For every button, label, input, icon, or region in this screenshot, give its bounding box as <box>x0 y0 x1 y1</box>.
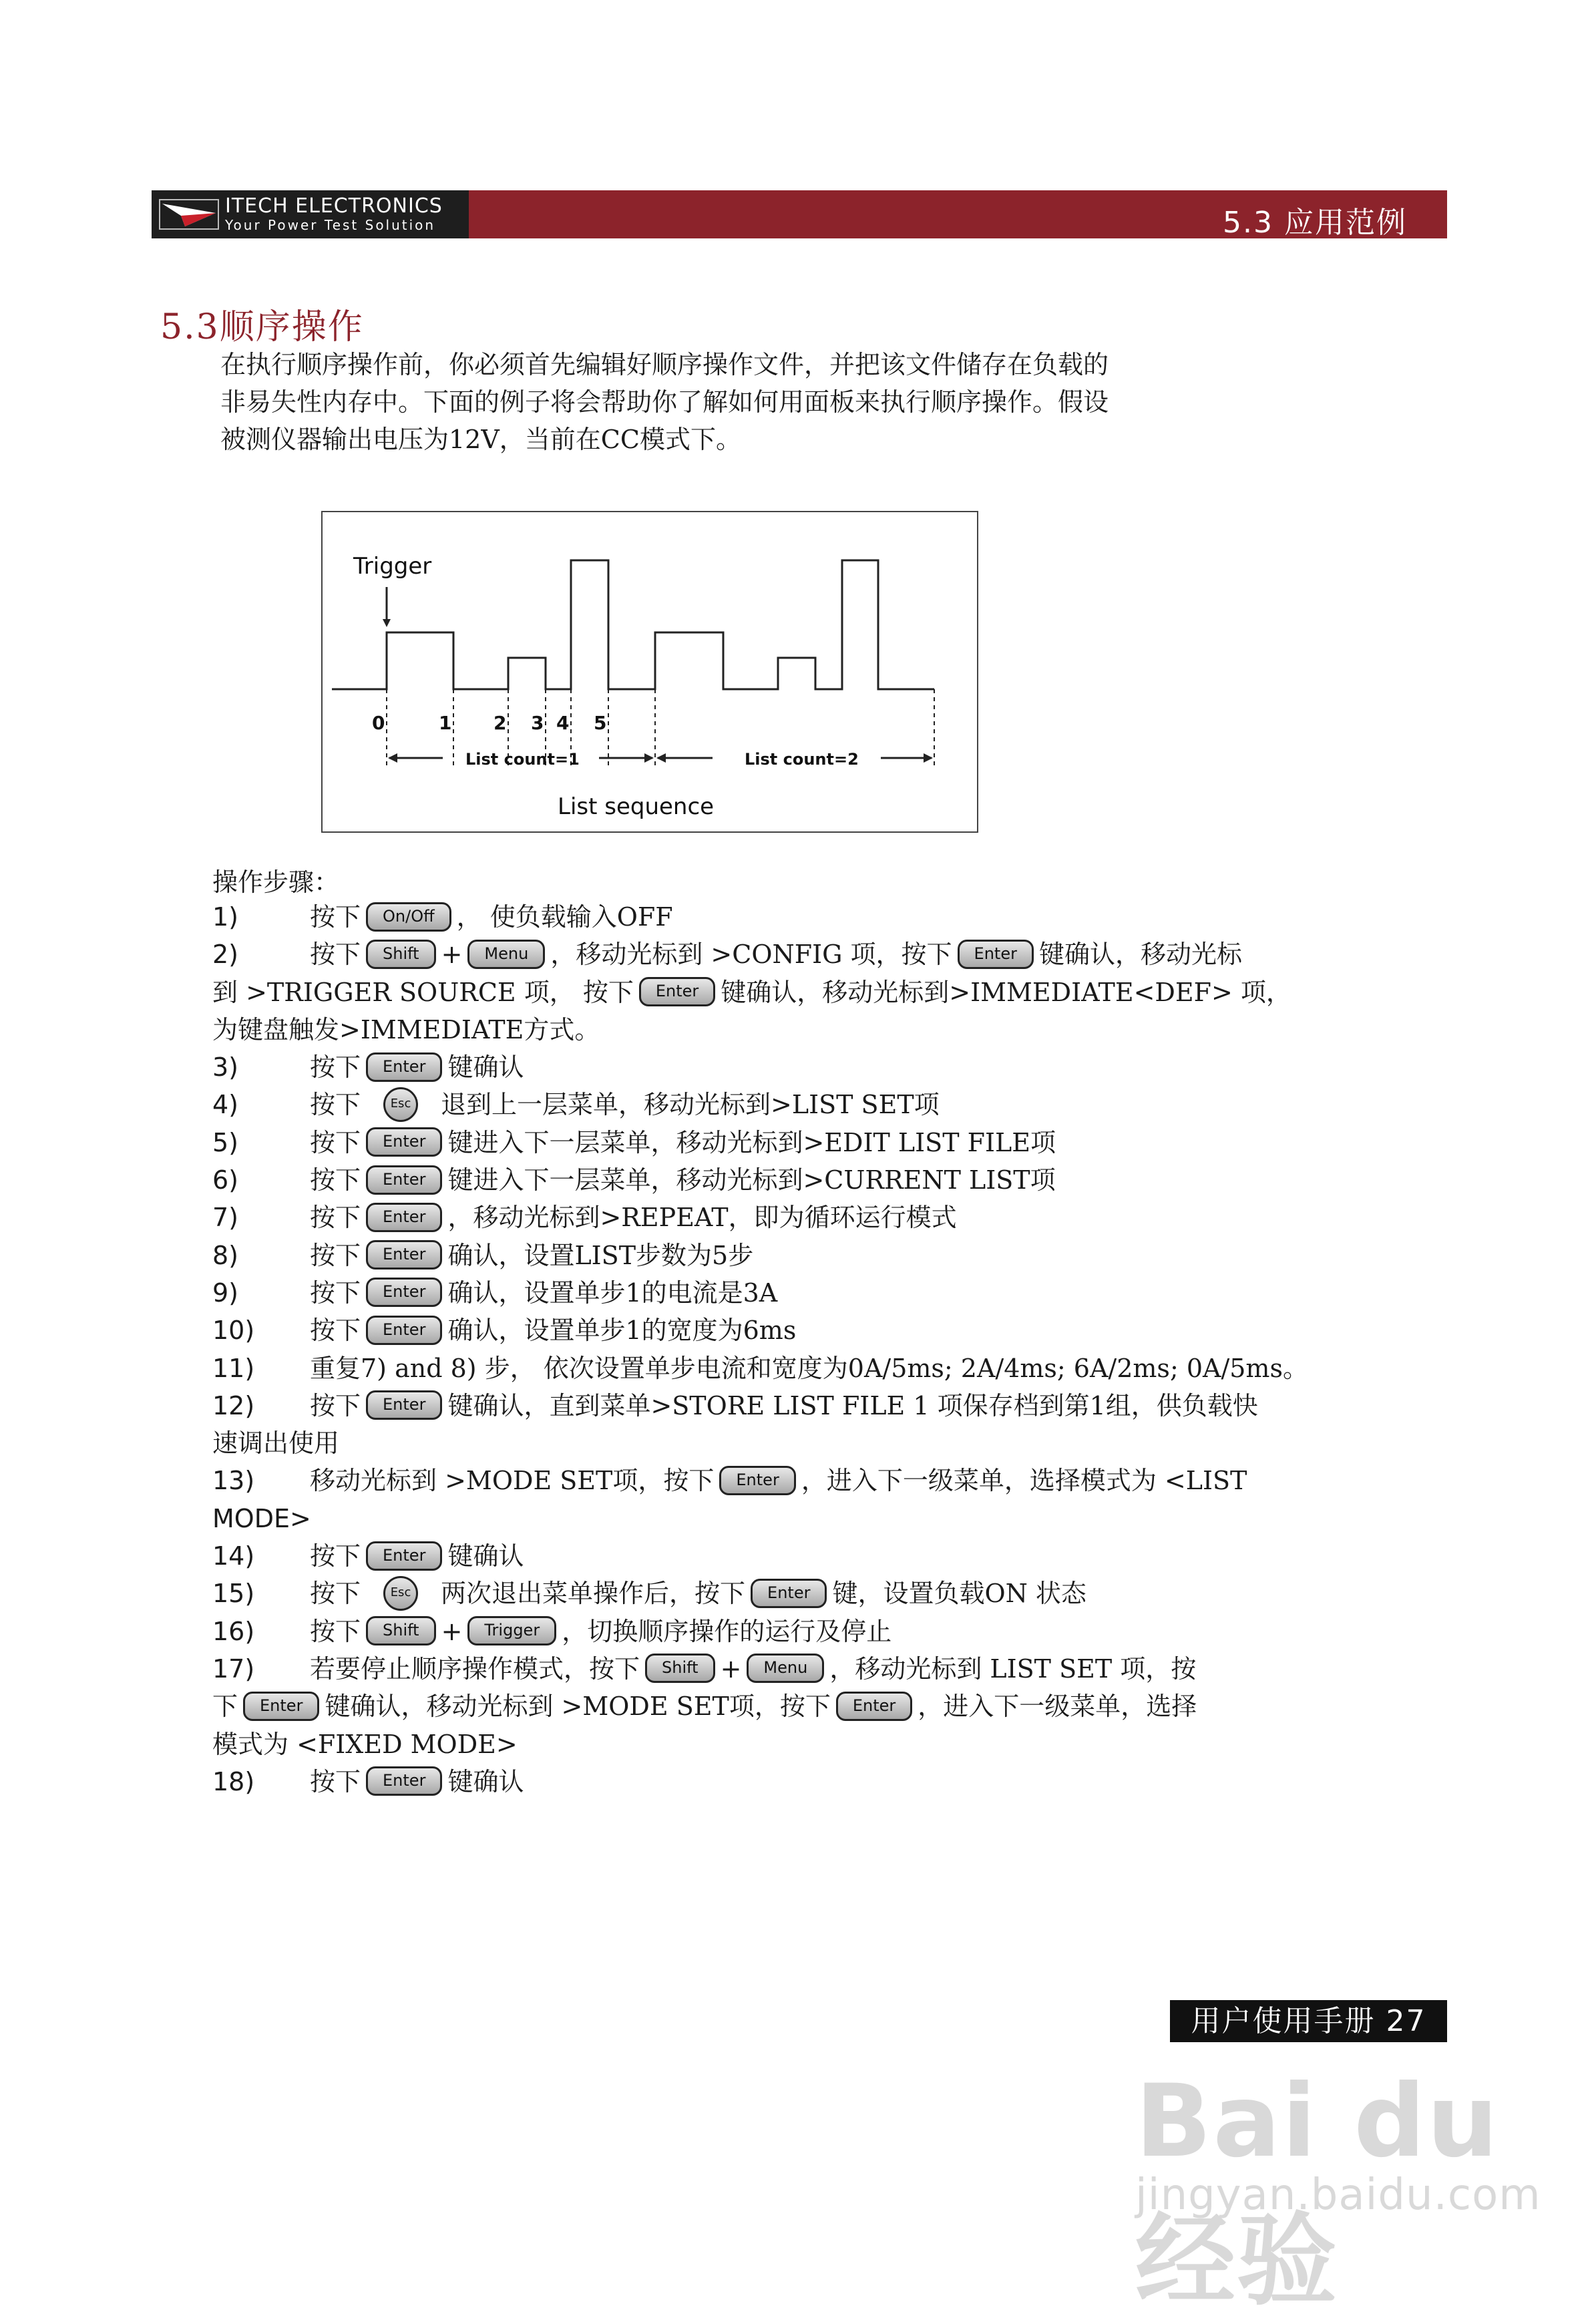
step-row: 13) 移动光标到 >MODE SET项，按下 Enter ，进入下一级菜单，选择模式为 <LIST <box>212 1466 1247 1496</box>
trigger-label: Trigger <box>353 553 432 580</box>
enter-key: Enter <box>366 1390 442 1420</box>
step-row: 11) 重复7) and 8) 步， 依次设置单步电流和宽度为0A/5ms; 2A/4ms; 6A/2ms; 0A/5ms。 <box>212 1353 1308 1383</box>
step-row: 8) 按下 Enter 确认，设置LIST步数为5步 <box>212 1240 754 1270</box>
brand-slogan: Your Power Test Solution <box>225 217 436 233</box>
step-label: 5 <box>594 712 607 734</box>
list-count-1-label: List count=1 <box>465 750 580 769</box>
step-row: 16) 按下 Shift + Trigger ，切换顺序操作的运行及停止 <box>212 1616 892 1646</box>
enter-key: Enter <box>639 977 715 1006</box>
menu-key: Menu <box>747 1654 824 1683</box>
trigger-key: Trigger <box>467 1616 556 1645</box>
step-row-continued: 下 Enter 键确认，移动光标到 >MODE SET项，按下 Enter ，进入下一级菜单，选择 <box>212 1692 1197 1722</box>
enter-key: Enter <box>366 1203 442 1232</box>
enter-key: Enter <box>751 1579 827 1608</box>
step-row-continued: 为键盘触发>IMMEDIATE方式。 <box>212 1014 600 1044</box>
header-section-title: 5.3 应用范例 <box>1223 206 1407 240</box>
step-row: 2) 按下 Shift + Menu ，移动光标到 >CONFIG 项，按下 Enter 键确认，移动光标 <box>212 940 1242 970</box>
baidu-watermark-url: jingyan.baidu.com <box>1135 2170 1541 2220</box>
step-row: 1) 按下 On/Off ， 使负载输入OFF <box>212 902 673 932</box>
enter-key: Enter <box>366 1052 442 1082</box>
list-count-2-label: List count=2 <box>745 750 859 769</box>
list-sequence-figure <box>321 511 978 833</box>
steps-heading: 操作步骤： <box>212 867 340 897</box>
enter-key: Enter <box>366 1240 442 1270</box>
step-row: 4) 按下 Esc 退到上一层菜单，移动光标到>LIST SET项 <box>212 1086 1308 1123</box>
enter-key: Enter <box>366 1316 442 1345</box>
step-row: 15) 按下 Esc 两次退出菜单操作后，按下 Enter 键，设置负载ON 状态 <box>212 1575 1308 1612</box>
section-title: 5.3顺序操作 <box>160 307 364 347</box>
shift-key: Shift <box>645 1654 715 1683</box>
enter-key: Enter <box>366 1766 442 1796</box>
page-header <box>152 190 1447 238</box>
list-sequence-diagram <box>323 512 977 831</box>
itech-emblem-icon <box>158 197 220 232</box>
steps-list <box>212 898 1308 1800</box>
intro-line: 被测仪器输出电压为12V，当前在CC模式下。 <box>220 425 741 454</box>
enter-key: Enter <box>243 1692 319 1721</box>
enter-key: Enter <box>366 1165 442 1195</box>
step-row: 7) 按下 Enter ，移动光标到>REPEAT，即为循环运行模式 <box>212 1203 957 1233</box>
step-label: 3 <box>531 712 544 734</box>
step-row-continued: 到 >TRIGGER SOURCE 项， 按下 Enter 键确认，移动光标到>IMMEDIATE<DEF> 项， <box>212 977 1291 1007</box>
enter-key: Enter <box>719 1466 795 1495</box>
figure-caption: List sequence <box>558 793 715 820</box>
itech-logo <box>152 190 469 238</box>
intro-line: 非易失性内存中。下面的例子将会帮助你了解如何用面板来执行顺序操作。假设 <box>220 387 1109 417</box>
step-row-continued: 速调出使用 <box>212 1428 340 1459</box>
step-row: 12) 按下 Enter 键确认，直到菜单>STORE LIST FILE 1 项保存档到第1组，供负载快 <box>212 1390 1258 1420</box>
enter-key: Enter <box>366 1278 442 1307</box>
onoff-key: On/Off <box>366 902 451 932</box>
enter-key: Enter <box>366 1127 442 1157</box>
step-row: 5) 按下 Enter 键进入下一层菜单，移动光标到>EDIT LIST FILE项 <box>212 1127 1056 1157</box>
step-row-continued: 模式为 <FIXED MODE> <box>212 1729 518 1759</box>
intro-line: 在执行顺序操作前，你必须首先编辑好顺序操作文件，并把该文件储存在负载的 <box>220 350 1109 379</box>
intro-paragraph <box>220 346 1222 458</box>
page-footer: 用户使用手册 27 <box>1170 2000 1447 2042</box>
step-label: 2 <box>493 712 507 734</box>
enter-key: Enter <box>836 1692 912 1721</box>
enter-key: Enter <box>366 1541 442 1571</box>
trigger-arrowhead <box>383 619 391 627</box>
step-row-continued: MODE> <box>212 1503 311 1533</box>
baidu-watermark: Bai du 经验 <box>1135 2064 1500 2319</box>
esc-key: Esc <box>383 1087 418 1122</box>
step-row: 14) 按下 Enter 键确认 <box>212 1541 524 1571</box>
step-row: 9) 按下 Enter 确认，设置单步1的电流是3A <box>212 1278 778 1308</box>
step-label: 1 <box>439 712 452 734</box>
shift-key: Shift <box>366 940 436 969</box>
esc-key: Esc <box>383 1576 418 1611</box>
brand-name: ITECH ELECTRONICS <box>225 194 443 218</box>
menu-key: Menu <box>467 940 545 969</box>
shift-key: Shift <box>366 1616 436 1645</box>
step-row: 6) 按下 Enter 键进入下一层菜单，移动光标到>CURRENT LIST项 <box>212 1165 1056 1195</box>
step-label: 4 <box>556 712 570 734</box>
step-label: 0 <box>372 712 385 734</box>
enter-key: Enter <box>958 940 1034 969</box>
step-row: 10) 按下 Enter 确认，设置单步1的宽度为6ms <box>212 1316 797 1346</box>
step-row: 3) 按下 Enter 键确认 <box>212 1052 524 1083</box>
step-row: 17) 若要停止顺序操作模式，按下 Shift + Menu ，移动光标到 LIST SET 项，按 <box>212 1654 1197 1684</box>
step-row: 18) 按下 Enter 键确认 <box>212 1766 524 1796</box>
